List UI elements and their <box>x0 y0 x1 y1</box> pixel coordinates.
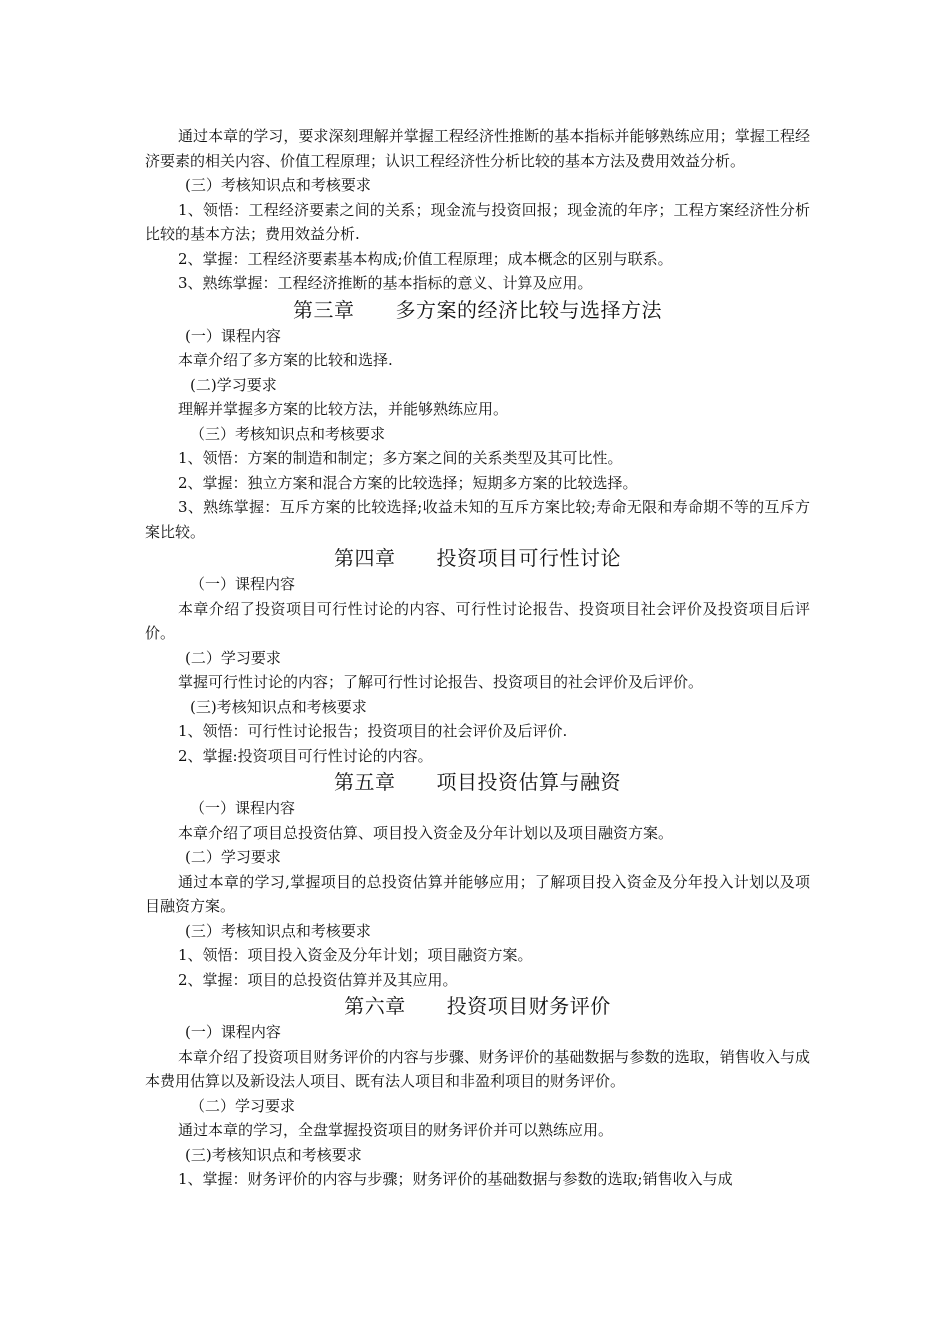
chapter-heading: 第五章 项目投资估算与融资 <box>334 770 621 794</box>
text-paragraph: 理解并掌握多方案的比较方法，并能够熟练应用。 <box>178 400 509 418</box>
text-paragraph: (三)考核知识点和考核要求 <box>185 1145 362 1164</box>
text-paragraph: (二）学习要求 <box>185 648 281 667</box>
text-paragraph: 1、掌握：财务评价的内容与步骤；财务评价的基础数据与参数的选取;销售收入与成 <box>178 1170 733 1188</box>
text-paragraph: 1、领悟：可行性讨论报告；投资项目的社会评价及后评价. <box>178 722 568 740</box>
text-paragraph: 本章介绍了多方案的比较和选择. <box>178 351 393 369</box>
text-paragraph: 2、掌握:投资项目可行性讨论的内容。 <box>178 746 433 765</box>
text-paragraph: 本章介绍了项目总投资估算、项目投入资金及分年计划以及项目融资方案。 <box>178 823 674 842</box>
text-paragraph: （二）学习要求 <box>190 1096 296 1115</box>
text-paragraph: (一）课程内容 <box>185 1023 281 1041</box>
text-paragraph: (二)学习要求 <box>190 375 277 394</box>
text-paragraph: 2、掌握：项目的总投资估算并及其应用。 <box>178 970 458 989</box>
text-paragraph: (三）考核知识点和考核要求 <box>185 921 371 940</box>
text-paragraph: (一）课程内容 <box>185 326 281 345</box>
text-paragraph: (三)考核知识点和考核要求 <box>190 697 367 716</box>
text-paragraph: 3、熟练掌握：工程经济推断的基本指标的意义、计算及应用。 <box>178 274 593 292</box>
text-paragraph: （三）考核知识点和考核要求 <box>190 424 386 443</box>
text-paragraph: （一）课程内容 <box>190 575 296 593</box>
text-paragraph: 1、领悟：工程经济要素之间的关系；现金流与投资回报；现金流的年序；工程方案经济性分析比较的基本方法；费用效益分析. <box>145 200 810 243</box>
text-paragraph: (三）考核知识点和考核要求 <box>185 176 371 194</box>
text-paragraph: 通过本章的学习,掌握项目的总投资估算并能够应用；了解项目投入资金及分年投入计划以及项目融资方案。 <box>145 872 810 915</box>
chapter-heading: 第六章 投资项目财务评价 <box>344 994 611 1018</box>
text-paragraph: 3、熟练掌握：互斥方案的比较选择;收益未知的互斥方案比较;寿命无限和寿命期不等的互斥方案比较。 <box>145 498 810 541</box>
text-paragraph: 本章介绍了投资项目财务评价的内容与步骤、财务评价的基础数据与参数的选取，销售收入与成本费用估算以及新设法人项目、既有法人项目和非盈利项目的财务评价。 <box>145 1047 810 1090</box>
text-paragraph: (二）学习要求 <box>185 848 281 866</box>
text-paragraph: 2、掌握：工程经济要素基本构成;价值工程原理；成本概念的区别与联系。 <box>178 249 673 268</box>
chapter-heading: 第三章 多方案的经济比较与选择方法 <box>293 297 662 322</box>
text-paragraph: 2、掌握：独立方案和混合方案的比较选择；短期多方案的比较选择。 <box>178 473 638 492</box>
chapter-heading: 第四章 投资项目可行性讨论 <box>334 546 621 570</box>
text-paragraph: 1、领悟：方案的制造和制定；多方案之间的关系类型及其可比性。 <box>178 449 623 467</box>
text-paragraph: 通过本章的学习，全盘掌握投资项目的财务评价并可以熟练应用。 <box>178 1121 614 1139</box>
text-paragraph: 本章介绍了投资项目可行性讨论的内容、可行性讨论报告、投资项目社会评价及投资项目后评价。 <box>145 599 810 642</box>
text-paragraph: 1、领悟：项目投入资金及分年计划；项目融资方案。 <box>178 946 533 964</box>
text-paragraph: 掌握可行性讨论的内容；了解可行性讨论报告、投资项目的社会评价及后评价。 <box>178 673 704 691</box>
document-body <box>145 124 810 1192</box>
text-paragraph: （一）课程内容 <box>190 799 296 817</box>
text-paragraph: 通过本章的学习，要求深刻理解并掌握工程经济性推断的基本指标并能够熟练应用；掌握工程经济要素的相关内容、价值工程原理；认识工程经济性分析比较的基本方法及费用效益分析。 <box>145 127 810 170</box>
